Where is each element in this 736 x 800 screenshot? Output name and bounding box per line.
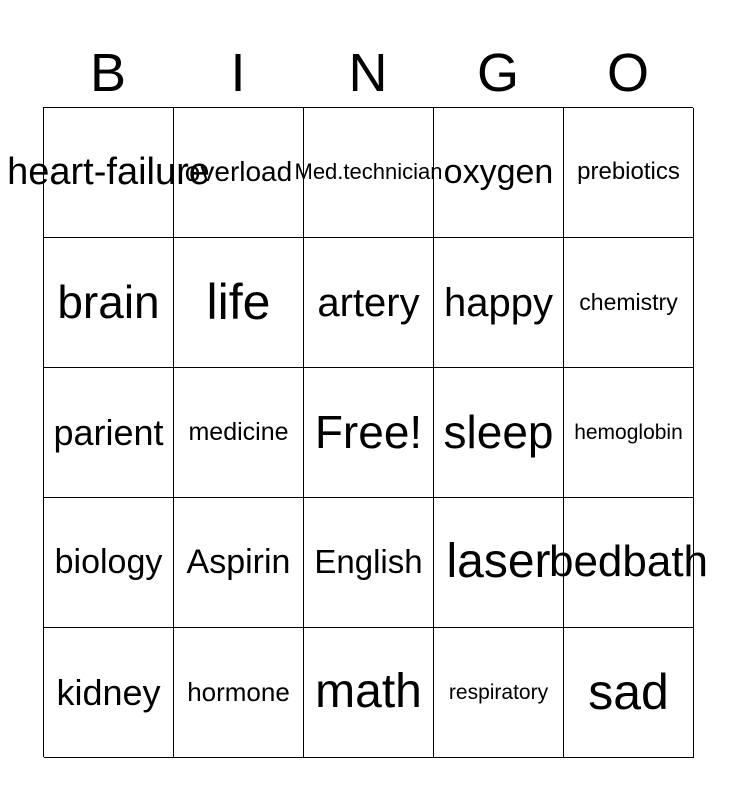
bingo-cell-text: hormone	[187, 677, 290, 708]
bingo-cell-text: sleep	[443, 406, 554, 459]
bingo-cell[interactable]	[304, 498, 434, 628]
bingo-cell-text: prebiotics	[577, 158, 680, 186]
bingo-cell[interactable]	[174, 628, 304, 758]
bingo-cell[interactable]	[548, 498, 709, 628]
bingo-header	[43, 40, 693, 106]
bingo-cell-text: heart-	[7, 150, 107, 193]
bingo-cell[interactable]	[44, 368, 174, 498]
bingo-cell[interactable]	[434, 238, 564, 368]
bingo-cell[interactable]	[564, 368, 694, 498]
bingo-cell-text: brain	[57, 276, 160, 329]
bingo-cell[interactable]	[44, 498, 174, 628]
bingo-cell-text: oxygen	[443, 152, 554, 191]
bingo-cell-text: biology	[54, 542, 163, 581]
bingo-cell-text: hemoglobin	[574, 420, 683, 444]
bingo-cell-text: laser	[446, 535, 551, 589]
bingo-cell-text: medicine	[188, 417, 289, 446]
bingo-cell-text: failure	[106, 150, 210, 193]
bingo-cell-text: bed	[548, 537, 623, 587]
bingo-cell-text: technician	[343, 159, 443, 185]
bingo-cell-text: artery	[317, 280, 420, 325]
bingo-cell-text: English	[314, 543, 423, 581]
bingo-cell-text: Free!	[314, 406, 423, 459]
bingo-cell[interactable]	[564, 628, 694, 758]
bingo-cell[interactable]	[44, 628, 174, 758]
bingo-cell[interactable]	[434, 498, 564, 628]
bingo-cell-free[interactable]	[304, 368, 434, 498]
bingo-cell-text: parient	[53, 411, 164, 453]
bingo-cell-text: Med.	[294, 159, 344, 185]
bingo-cell-text: life	[206, 274, 271, 330]
bingo-cell[interactable]	[174, 108, 304, 238]
bingo-cell[interactable]	[7, 108, 210, 238]
bingo-cell-text: overload	[184, 156, 293, 188]
bingo-cell[interactable]	[434, 368, 564, 498]
bingo-cell-text: respiratory	[448, 680, 549, 704]
bingo-cell-text: sad	[588, 664, 669, 720]
bingo-cell-text: Aspirin	[186, 542, 291, 581]
bingo-cell[interactable]	[174, 498, 304, 628]
bingo-cell-text: kidney	[56, 671, 161, 713]
bingo-cell[interactable]	[564, 238, 694, 368]
bingo-cell[interactable]	[434, 108, 564, 238]
bingo-cell-text: math	[315, 665, 422, 719]
bingo-cell-text: bath	[622, 537, 709, 587]
bingo-cell-text: happy	[444, 280, 553, 325]
bingo-cell[interactable]	[304, 628, 434, 758]
bingo-cell[interactable]	[294, 108, 443, 238]
header-letter-n: N	[348, 43, 388, 103]
header-letter-b: B	[89, 43, 127, 103]
bingo-cell[interactable]	[44, 238, 174, 368]
header-letter-i: I	[230, 43, 246, 103]
bingo-cell[interactable]	[174, 238, 304, 368]
header-letter-g: G	[476, 43, 519, 103]
bingo-cell[interactable]	[174, 368, 304, 498]
header-letter-o: O	[606, 43, 649, 103]
bingo-cell[interactable]	[304, 238, 434, 368]
bingo-grid	[7, 107, 709, 757]
bingo-cell-text: chemistry	[579, 288, 678, 315]
bingo-cell[interactable]	[434, 628, 564, 758]
bingo-cell[interactable]	[564, 108, 694, 238]
